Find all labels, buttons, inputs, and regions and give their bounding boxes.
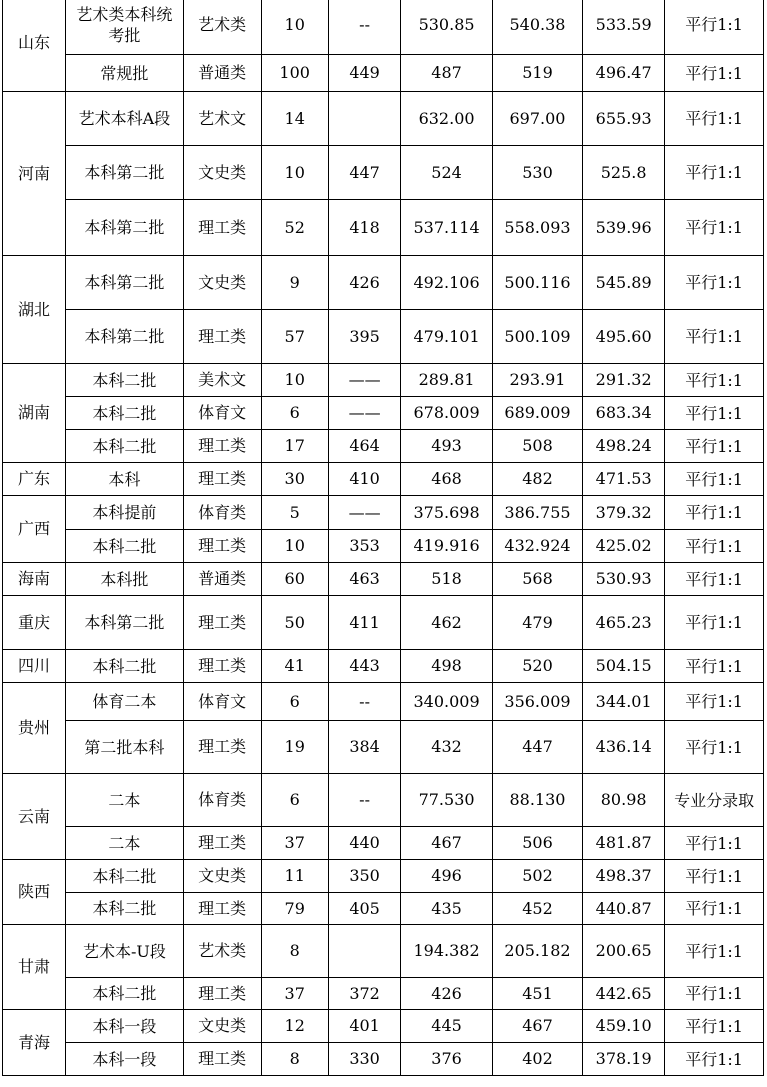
max-score-cell: 467	[492, 1010, 582, 1043]
min-score-cell: 419.916	[401, 530, 492, 563]
avg-score-cell: 525.8	[583, 146, 665, 200]
admission-mode-cell: 平行1:1	[665, 92, 764, 146]
avg-score-cell: 442.65	[583, 978, 665, 1010]
table-row	[3, 978, 764, 1010]
table-row	[3, 92, 764, 146]
admission-mode-cell: 平行1:1	[665, 397, 764, 430]
avg-score-cell: 683.34	[583, 397, 665, 430]
batch-cell: 常规批	[66, 55, 184, 92]
plan-count-cell: 8	[261, 925, 328, 978]
batch-cell: 本科第二批	[66, 596, 184, 650]
control-line-cell: --	[328, 774, 401, 827]
batch-cell: 艺术本-U段	[66, 925, 184, 978]
province-cell: 广东	[3, 463, 66, 496]
table-row	[3, 1043, 764, 1076]
avg-score-cell: 425.02	[583, 530, 665, 563]
max-score-cell: 508	[492, 430, 582, 463]
province-cell: 重庆	[3, 596, 66, 650]
min-score-cell: 518	[401, 563, 492, 596]
table-row	[3, 256, 764, 310]
min-score-cell: 492.106	[401, 256, 492, 310]
category-cell: 理工类	[183, 721, 261, 774]
max-score-cell: 293.91	[492, 364, 582, 397]
max-score-cell: 386.755	[492, 496, 582, 530]
category-cell: 理工类	[183, 1043, 261, 1076]
min-score-cell: 498	[401, 650, 492, 683]
plan-count-cell: 6	[261, 397, 328, 430]
province-cell: 湖北	[3, 256, 66, 364]
admission-mode-cell: 平行1:1	[665, 563, 764, 596]
control-line-cell: 426	[328, 256, 401, 310]
plan-count-cell: 37	[261, 978, 328, 1010]
control-line-cell: ——	[328, 496, 401, 530]
category-cell: 理工类	[183, 893, 261, 925]
avg-score-cell: 471.53	[583, 463, 665, 496]
category-cell: 艺术文	[183, 92, 261, 146]
avg-score-cell: 378.19	[583, 1043, 665, 1076]
table-row	[3, 893, 764, 925]
category-cell: 体育类	[183, 774, 261, 827]
admission-mode-cell: 平行1:1	[665, 683, 764, 721]
batch-cell: 二本	[66, 774, 184, 827]
max-score-cell: 356.009	[492, 683, 582, 721]
max-score-cell: 479	[492, 596, 582, 650]
control-line-cell: 372	[328, 978, 401, 1010]
province-cell: 湖南	[3, 364, 66, 463]
category-cell: 理工类	[183, 310, 261, 364]
table-row	[3, 200, 764, 256]
max-score-cell: 402	[492, 1043, 582, 1076]
plan-count-cell: 6	[261, 683, 328, 721]
avg-score-cell: 436.14	[583, 721, 665, 774]
min-score-cell: 493	[401, 430, 492, 463]
avg-score-cell: 496.47	[583, 55, 665, 92]
max-score-cell: 568	[492, 563, 582, 596]
control-line-cell: ——	[328, 364, 401, 397]
min-score-cell: 467	[401, 827, 492, 860]
max-score-cell: 502	[492, 860, 582, 893]
avg-score-cell: 539.96	[583, 200, 665, 256]
batch-cell: 艺术本科A段	[66, 92, 184, 146]
avg-score-cell: 533.59	[583, 0, 665, 55]
table-row	[3, 0, 764, 55]
category-cell: 文史类	[183, 1010, 261, 1043]
province-cell: 广西	[3, 496, 66, 563]
category-cell: 体育类	[183, 496, 261, 530]
min-score-cell: 435	[401, 893, 492, 925]
max-score-cell: 205.182	[492, 925, 582, 978]
admission-mode-cell: 平行1:1	[665, 146, 764, 200]
admission-mode-cell: 平行1:1	[665, 925, 764, 978]
batch-cell: 本科一段	[66, 1010, 184, 1043]
batch-cell: 本科二批	[66, 978, 184, 1010]
max-score-cell: 88.130	[492, 774, 582, 827]
category-cell: 文史类	[183, 860, 261, 893]
category-cell: 理工类	[183, 430, 261, 463]
batch-cell: 本科第二批	[66, 310, 184, 364]
control-line-cell: ——	[328, 397, 401, 430]
max-score-cell: 530	[492, 146, 582, 200]
control-line-cell: --	[328, 0, 401, 55]
table-row	[3, 463, 764, 496]
table-row	[3, 146, 764, 200]
admission-mode-cell: 平行1:1	[665, 650, 764, 683]
plan-count-cell: 60	[261, 563, 328, 596]
category-cell: 普通类	[183, 55, 261, 92]
batch-cell: 本科第二批	[66, 200, 184, 256]
batch-cell: 体育二本	[66, 683, 184, 721]
plan-count-cell: 79	[261, 893, 328, 925]
min-score-cell: 479.101	[401, 310, 492, 364]
plan-count-cell: 9	[261, 256, 328, 310]
control-line-cell: 410	[328, 463, 401, 496]
control-line-cell: 443	[328, 650, 401, 683]
avg-score-cell: 291.32	[583, 364, 665, 397]
province-cell: 青海	[3, 1010, 66, 1076]
plan-count-cell: 10	[261, 146, 328, 200]
min-score-cell: 376	[401, 1043, 492, 1076]
admission-mode-cell: 平行1:1	[665, 310, 764, 364]
batch-cell: 本科二批	[66, 650, 184, 683]
control-line-cell: 353	[328, 530, 401, 563]
control-line-cell	[328, 92, 401, 146]
admission-mode-cell: 平行1:1	[665, 256, 764, 310]
avg-score-cell: 530.93	[583, 563, 665, 596]
table-row	[3, 364, 764, 397]
avg-score-cell: 655.93	[583, 92, 665, 146]
avg-score-cell: 440.87	[583, 893, 665, 925]
plan-count-cell: 8	[261, 1043, 328, 1076]
max-score-cell: 519	[492, 55, 582, 92]
max-score-cell: 689.009	[492, 397, 582, 430]
max-score-cell: 540.38	[492, 0, 582, 55]
table-row	[3, 596, 764, 650]
control-line-cell: 330	[328, 1043, 401, 1076]
batch-cell: 本科提前	[66, 496, 184, 530]
batch-cell: 本科二批	[66, 397, 184, 430]
plan-count-cell: 12	[261, 1010, 328, 1043]
plan-count-cell: 11	[261, 860, 328, 893]
province-cell: 山东	[3, 0, 66, 92]
admission-score-table	[2, 0, 764, 1076]
batch-cell: 本科第二批	[66, 256, 184, 310]
plan-count-cell: 37	[261, 827, 328, 860]
min-score-cell: 77.530	[401, 774, 492, 827]
avg-score-cell: 481.87	[583, 827, 665, 860]
avg-score-cell: 80.98	[583, 774, 665, 827]
batch-cell: 本科二批	[66, 530, 184, 563]
province-cell: 甘肃	[3, 925, 66, 1010]
control-line-cell: 384	[328, 721, 401, 774]
max-score-cell: 506	[492, 827, 582, 860]
batch-cell: 本科第二批	[66, 146, 184, 200]
min-score-cell: 194.382	[401, 925, 492, 978]
avg-score-cell: 545.89	[583, 256, 665, 310]
admission-mode-cell: 平行1:1	[665, 860, 764, 893]
plan-count-cell: 10	[261, 530, 328, 563]
min-score-cell: 496	[401, 860, 492, 893]
control-line-cell: 447	[328, 146, 401, 200]
plan-count-cell: 6	[261, 774, 328, 827]
min-score-cell: 340.009	[401, 683, 492, 721]
province-cell: 贵州	[3, 683, 66, 774]
min-score-cell: 678.009	[401, 397, 492, 430]
max-score-cell: 447	[492, 721, 582, 774]
table-row	[3, 925, 764, 978]
province-cell: 云南	[3, 774, 66, 860]
max-score-cell: 451	[492, 978, 582, 1010]
min-score-cell: 537.114	[401, 200, 492, 256]
table-body	[3, 0, 764, 1076]
batch-cell: 二本	[66, 827, 184, 860]
batch-cell: 艺术类本科统考批	[66, 0, 184, 55]
min-score-cell: 432	[401, 721, 492, 774]
max-score-cell: 697.00	[492, 92, 582, 146]
plan-count-cell: 52	[261, 200, 328, 256]
control-line-cell: 395	[328, 310, 401, 364]
table-row	[3, 430, 764, 463]
control-line-cell: 449	[328, 55, 401, 92]
control-line-cell: 440	[328, 827, 401, 860]
category-cell: 体育文	[183, 397, 261, 430]
control-line-cell: 411	[328, 596, 401, 650]
max-score-cell: 558.093	[492, 200, 582, 256]
min-score-cell: 426	[401, 978, 492, 1010]
category-cell: 文史类	[183, 256, 261, 310]
avg-score-cell: 495.60	[583, 310, 665, 364]
plan-count-cell: 41	[261, 650, 328, 683]
avg-score-cell: 504.15	[583, 650, 665, 683]
batch-cell: 本科批	[66, 563, 184, 596]
table-row	[3, 397, 764, 430]
batch-cell: 本科二批	[66, 860, 184, 893]
avg-score-cell: 459.10	[583, 1010, 665, 1043]
plan-count-cell: 100	[261, 55, 328, 92]
province-cell: 陕西	[3, 860, 66, 925]
table-row	[3, 683, 764, 721]
plan-count-cell: 57	[261, 310, 328, 364]
control-line-cell: 464	[328, 430, 401, 463]
category-cell: 艺术类	[183, 0, 261, 55]
avg-score-cell: 465.23	[583, 596, 665, 650]
table-row	[3, 721, 764, 774]
table-row	[3, 1010, 764, 1043]
control-line-cell: 350	[328, 860, 401, 893]
admission-mode-cell: 平行1:1	[665, 978, 764, 1010]
control-line-cell	[328, 925, 401, 978]
plan-count-cell: 30	[261, 463, 328, 496]
category-cell: 理工类	[183, 978, 261, 1010]
avg-score-cell: 498.37	[583, 860, 665, 893]
avg-score-cell: 344.01	[583, 683, 665, 721]
admission-mode-cell: 平行1:1	[665, 55, 764, 92]
category-cell: 理工类	[183, 530, 261, 563]
table-row	[3, 774, 764, 827]
category-cell: 理工类	[183, 200, 261, 256]
min-score-cell: 524	[401, 146, 492, 200]
admission-mode-cell: 平行1:1	[665, 200, 764, 256]
table-row	[3, 55, 764, 92]
province-cell: 海南	[3, 563, 66, 596]
min-score-cell: 530.85	[401, 0, 492, 55]
category-cell: 理工类	[183, 650, 261, 683]
province-cell: 河南	[3, 92, 66, 256]
admission-mode-cell: 平行1:1	[665, 0, 764, 55]
admission-mode-cell: 平行1:1	[665, 430, 764, 463]
max-score-cell: 432.924	[492, 530, 582, 563]
control-line-cell: 401	[328, 1010, 401, 1043]
min-score-cell: 462	[401, 596, 492, 650]
category-cell: 文史类	[183, 146, 261, 200]
plan-count-cell: 19	[261, 721, 328, 774]
max-score-cell: 520	[492, 650, 582, 683]
max-score-cell: 482	[492, 463, 582, 496]
plan-count-cell: 10	[261, 364, 328, 397]
avg-score-cell: 379.32	[583, 496, 665, 530]
plan-count-cell: 17	[261, 430, 328, 463]
plan-count-cell: 50	[261, 596, 328, 650]
plan-count-cell: 14	[261, 92, 328, 146]
batch-cell: 第二批本科	[66, 721, 184, 774]
batch-cell: 本科二批	[66, 364, 184, 397]
control-line-cell: --	[328, 683, 401, 721]
table-row	[3, 496, 764, 530]
admission-mode-cell: 平行1:1	[665, 827, 764, 860]
category-cell: 艺术类	[183, 925, 261, 978]
province-cell: 四川	[3, 650, 66, 683]
max-score-cell: 500.109	[492, 310, 582, 364]
batch-cell: 本科二批	[66, 430, 184, 463]
avg-score-cell: 200.65	[583, 925, 665, 978]
admission-mode-cell: 平行1:1	[665, 721, 764, 774]
admission-mode-cell: 平行1:1	[665, 496, 764, 530]
admission-mode-cell: 专业分录取	[665, 774, 764, 827]
category-cell: 普通类	[183, 563, 261, 596]
batch-cell: 本科	[66, 463, 184, 496]
table-row	[3, 310, 764, 364]
admission-mode-cell: 平行1:1	[665, 1010, 764, 1043]
control-line-cell: 405	[328, 893, 401, 925]
category-cell: 理工类	[183, 596, 261, 650]
plan-count-cell: 5	[261, 496, 328, 530]
max-score-cell: 452	[492, 893, 582, 925]
admission-mode-cell: 平行1:1	[665, 364, 764, 397]
admission-mode-cell: 平行1:1	[665, 530, 764, 563]
min-score-cell: 289.81	[401, 364, 492, 397]
category-cell: 体育文	[183, 683, 261, 721]
table-row	[3, 860, 764, 893]
min-score-cell: 445	[401, 1010, 492, 1043]
plan-count-cell: 10	[261, 0, 328, 55]
control-line-cell: 418	[328, 200, 401, 256]
min-score-cell: 632.00	[401, 92, 492, 146]
admission-mode-cell: 平行1:1	[665, 463, 764, 496]
category-cell: 美术文	[183, 364, 261, 397]
table-row	[3, 563, 764, 596]
table-row	[3, 827, 764, 860]
avg-score-cell: 498.24	[583, 430, 665, 463]
admission-mode-cell: 平行1:1	[665, 893, 764, 925]
min-score-cell: 375.698	[401, 496, 492, 530]
category-cell: 理工类	[183, 463, 261, 496]
min-score-cell: 487	[401, 55, 492, 92]
batch-cell: 本科一段	[66, 1043, 184, 1076]
batch-cell: 本科二批	[66, 893, 184, 925]
min-score-cell: 468	[401, 463, 492, 496]
table-row	[3, 530, 764, 563]
control-line-cell: 463	[328, 563, 401, 596]
admission-mode-cell: 平行1:1	[665, 596, 764, 650]
category-cell: 理工类	[183, 827, 261, 860]
admission-mode-cell: 平行1:1	[665, 1043, 764, 1076]
max-score-cell: 500.116	[492, 256, 582, 310]
table-row	[3, 650, 764, 683]
